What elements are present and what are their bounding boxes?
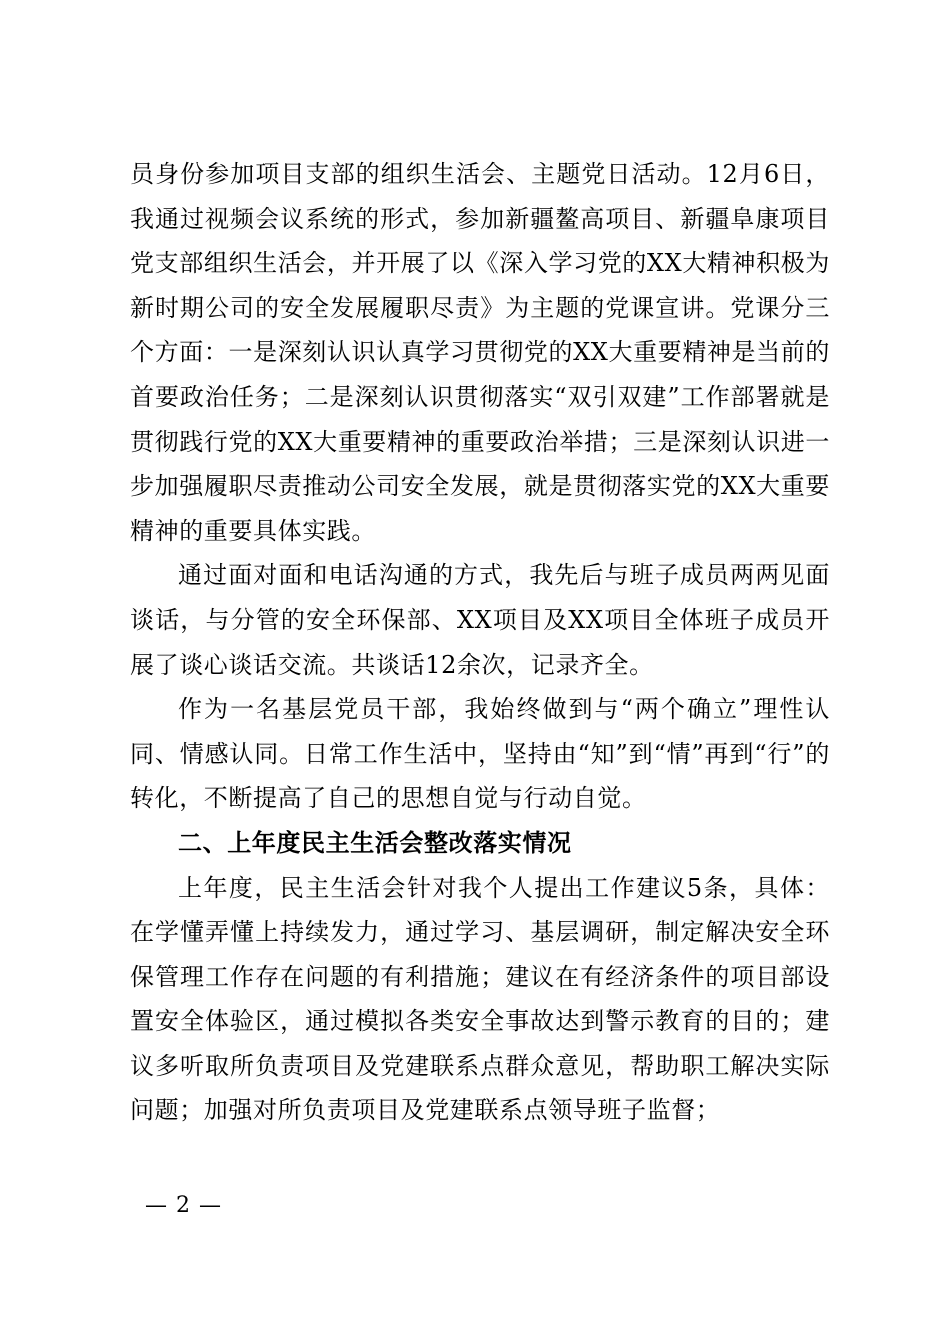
document-body	[130, 152, 830, 1133]
body-paragraph-3: 作为一名基层党员干部，我始终做到与“两个确立”理性认同、情感认同。日常工作生活中，坚持由“知”到“情”再到“行”的转化，不断提高了自己的思想自觉与行动自觉。	[130, 695, 830, 813]
section-heading: 二、上年度民主生活会整改落实情况	[178, 828, 572, 857]
body-paragraph-1: 员身份参加项目支部的组织生活会、主题党日活动。12月6日，我通过视频会议系统的形式，参加新疆鳌高项目、新疆阜康项目党支部组织生活会，并开展了以《深入学习党的XX大精神积极为新时期公司的安全发展履职尽责》为主题的党课宣讲。党课分三个方面：一是深刻认识认真学习贯彻党的XX大重要精神是当前的首要政治任务；二是深刻认识贯彻落实“双引双建”工作部署就是贯彻践行党的XX大重要精神的重要政治举措；三是深刻认识进一步加强履职尽责推动公司安全发展，就是贯彻落实党的XX大重要精神的重要具体实践。	[130, 160, 830, 545]
body-paragraph-2: 通过面对面和电话沟通的方式，我先后与班子成员两两见面谈话，与分管的安全环保部、XX项目及XX项目全体班子成员开展了谈心谈话交流。共谈话12余次，记录齐全。	[130, 561, 830, 679]
section-paragraph: 上年度，民主生活会针对我个人提出工作建议5条，具体：在学懂弄懂上持续发力，通过学习、基层调研，制定解决安全环保管理工作存在问题的有利措施；建议在有经济条件的项目部设置安全体验区，通过模拟各类安全事故达到警示教育的目的；建议多听取所负责项目及党建联系点群众意见，帮助职工解决实际问题；加强对所负责项目及党建联系点领导班子监督；	[130, 873, 830, 1125]
page-number: — 2 —	[145, 1193, 222, 1218]
